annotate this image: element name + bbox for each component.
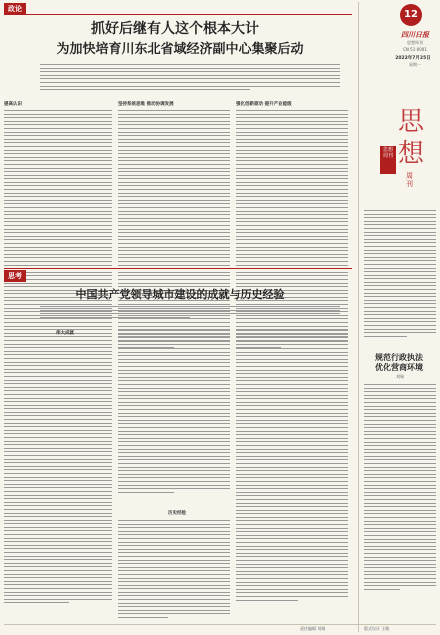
second-col1-heading: 伟大成就	[56, 331, 74, 336]
masthead-char-si: 思	[398, 107, 425, 137]
second-title: 中国共产党领导城市建设的成就与历史经验	[75, 288, 285, 301]
masthead-char-xiang: 想	[398, 139, 425, 169]
lead-intro	[40, 64, 340, 90]
footer-rule	[4, 624, 436, 625]
lead-title-line2: 为加快培育川东北省域经济副中心集聚后动	[56, 42, 304, 57]
section-rule-2	[4, 268, 352, 269]
second-col1-body	[4, 340, 112, 603]
feature-body	[364, 384, 436, 590]
second-intro	[40, 306, 340, 318]
feature-title-line2: 优化营商环境	[375, 362, 423, 372]
feature-author: 刘瑞	[396, 374, 404, 379]
footer-editor: 责任编辑 刘瑞	[300, 626, 326, 631]
seal-stamp: 思想周刊	[380, 146, 396, 174]
paper-logo: 四川日报	[401, 30, 429, 39]
page-number-badge: 12	[400, 4, 422, 26]
col3-heading: 强化创新驱动 提升产业能级	[236, 102, 292, 107]
second-col2-body-b	[118, 520, 230, 618]
sidebar-divider	[358, 2, 359, 632]
second-col2-heading: 历史经验	[168, 511, 186, 516]
footer-designer: 版式设计 王敏	[364, 626, 390, 631]
lead-title-line1: 抓好后继有人这个根本大计	[91, 21, 259, 37]
col1-heading: 提高认识	[4, 102, 22, 107]
section-tag: 政论	[4, 3, 26, 15]
section-tag-2: 思考	[4, 270, 26, 282]
masthead-weekly: 周刊	[406, 172, 413, 188]
sidebar-article-top	[364, 210, 436, 337]
header-rule	[4, 14, 352, 15]
col2-heading: 坚持系统思维 推动协调发展	[118, 102, 174, 107]
cn-number: CN 51-0001	[403, 47, 427, 52]
second-col3-body	[236, 330, 348, 601]
weekday: 星期一	[409, 62, 421, 67]
issue-date: 2022年7月25日	[395, 56, 431, 61]
edition-name: 思想周刊	[407, 40, 423, 45]
second-col2-body	[118, 330, 230, 493]
feature-title-line1: 规范行政执法	[375, 352, 423, 362]
